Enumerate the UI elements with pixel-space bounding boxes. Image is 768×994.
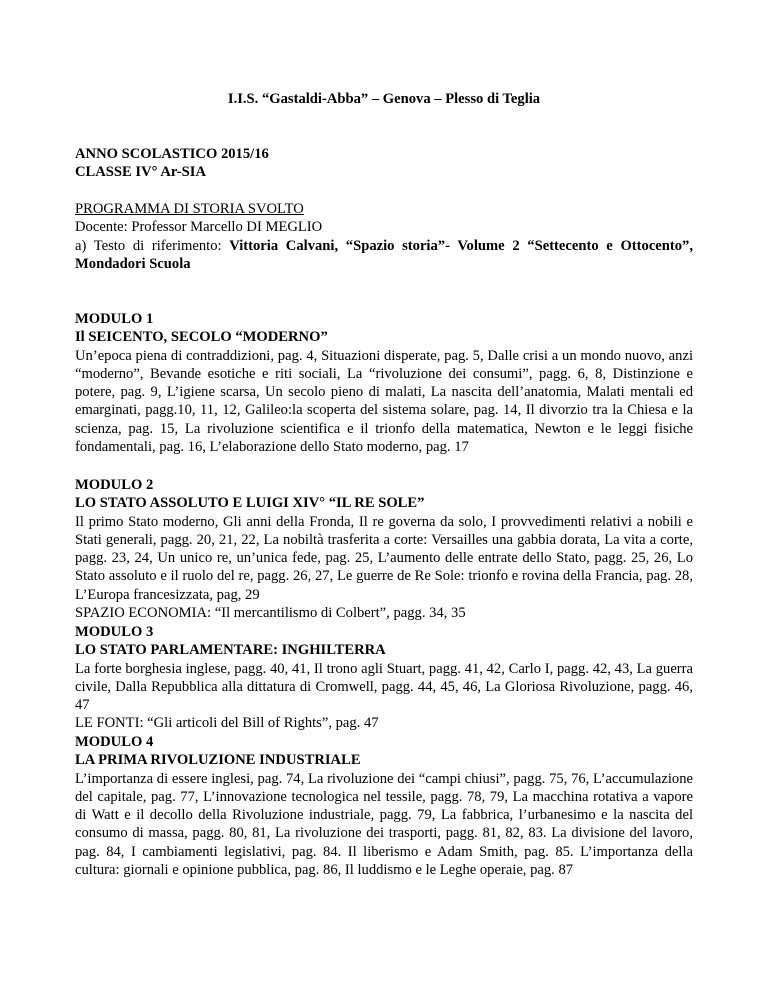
modulo-body: Il primo Stato moderno, Gli anni della Fronda, Il re governa da solo, I provvedimenti relativi a nobili e Stati generali, pagg. 20, 21, 22, La nobiltà trasferita a corte: Versailles una gabbia dorata, La vita a corte, pagg. 23, 24, Un unico re, un’unica fede, pag. 25, L’aumento delle entrate dello Stato, pagg. 25, 26, Lo Stato assoluto e il ruolo del re, pagg. 26, 27, Le guerre de Re Sole: trionfo e rovina della Francia, pag. 28, L’Europa francesizzata, pag, 29: [75, 513, 693, 603]
modulo-body: La forte borghesia inglese, pagg. 40, 41, Il trono agli Stuart, pagg. 41, 42, Carlo I, pagg. 42, 43, La guerra civile, Dalla Repubblica alla dittatura di Cromwell, pagg. 44, 45, 46, La Gloriosa Rivoluzione, pagg. 46, 47: [75, 660, 693, 714]
modulo-title: LO STATO PARLAMENTARE: INGHILTERRA: [75, 642, 386, 659]
docente-line: Docente: Professor Marcello DI MEGLIO: [75, 219, 323, 236]
modulo-title: LO STATO ASSOLUTO E LUIGI XIV° “IL RE SOLE”: [75, 495, 425, 512]
testo-title: Vittoria Calvani, “Spazio storia”- Volume 2 “Settecento e Ottocento”, Mondadori Scuola: [75, 237, 693, 272]
modulo-extra: SPAZIO ECONOMIA: “Il mercantilismo di Colbert”, pagg. 34, 35: [75, 605, 466, 622]
anno-scolastico: ANNO SCOLASTICO 2015/16: [75, 146, 269, 162]
school-year-info: [75, 145, 693, 182]
modulo-body: Un’epoca piena di contraddizioni, pag. 4, Situazioni disperate, pag. 5, Dalle crisi a un mondo nuovo, anzi “moderno”, Bevande esotiche e riti sociali, La “rivoluzione dei consumi”, pagg. 6, 8, Distinzione e potere, pag. 9, L’igiene scarsa, Un secolo pieno di malati, La nascita dell’anatomia, Malati mentali ed emarginati, pagg.10, 11, 12, Galileo:la scoperta del sistema solare, pag. 14, Il divorzio tra la Chiesa e la scienza, pag. 15, La rivoluzione scientifica e il trionfo della matematica, Newton e le leggi fisiche fondamentali, pag. 16, L’elaborazione dello Stato moderno, pag. 17: [75, 347, 693, 456]
modulo-3: [75, 623, 693, 733]
modulo-1: [75, 310, 693, 456]
modulo-4: [75, 733, 693, 879]
testo-riferimento: [75, 237, 693, 274]
modulo-title: Il SEICENTO, SECOLO “MODERNO”: [75, 329, 328, 346]
testo-prefix: a) Testo di riferimento:: [75, 237, 230, 254]
modulo-2: [75, 476, 693, 622]
modulo-label: MODULO 3: [75, 624, 154, 640]
school-title: I.I.S. “Gastaldi-Abba” – Genova – Plesso di Teglia: [227, 91, 541, 107]
modulo-extra: LE FONTI: “Gli articoli del Bill of Rights”, pag. 47: [75, 715, 379, 732]
modulo-label: MODULO 2: [75, 477, 154, 493]
classe: CLASSE IV° Ar-SIA: [75, 164, 206, 181]
modulo-label: MODULO 4: [75, 734, 154, 750]
programma-section: [75, 200, 693, 273]
modulo-title: LA PRIMA RIVOLUZIONE INDUSTRIALE: [75, 752, 361, 769]
modulo-label: MODULO 1: [75, 311, 154, 327]
modulo-body: L’importanza di essere inglesi, pag. 74, La rivoluzione dei “campi chiusi”, pagg. 75, 76, L’accumulazione del capitale, pag. 77, L’innovazione tecnologica nel tessile, pagg. 78, 79, La macchina rotativa a vapore di Watt e il decollo della Rivoluzione industriale, pagg. 79, La fabbrica, l’urbanesimo e la nascita del consumo di massa, pagg. 80, 81, La rivoluzione dei trasporti, pagg. 81, 82, 83. La divisione del lavoro, pag. 84, I cambiamenti legislativi, pag. 84. Il liberismo e Adam Smith, pag. 85. L’importanza della cultura: giornali e opinione pubblica, pag. 86, Il luddismo e le Leghe operaie, pag. 87: [75, 770, 693, 879]
programma-heading: PROGRAMMA DI STORIA SVOLTO: [75, 201, 304, 217]
